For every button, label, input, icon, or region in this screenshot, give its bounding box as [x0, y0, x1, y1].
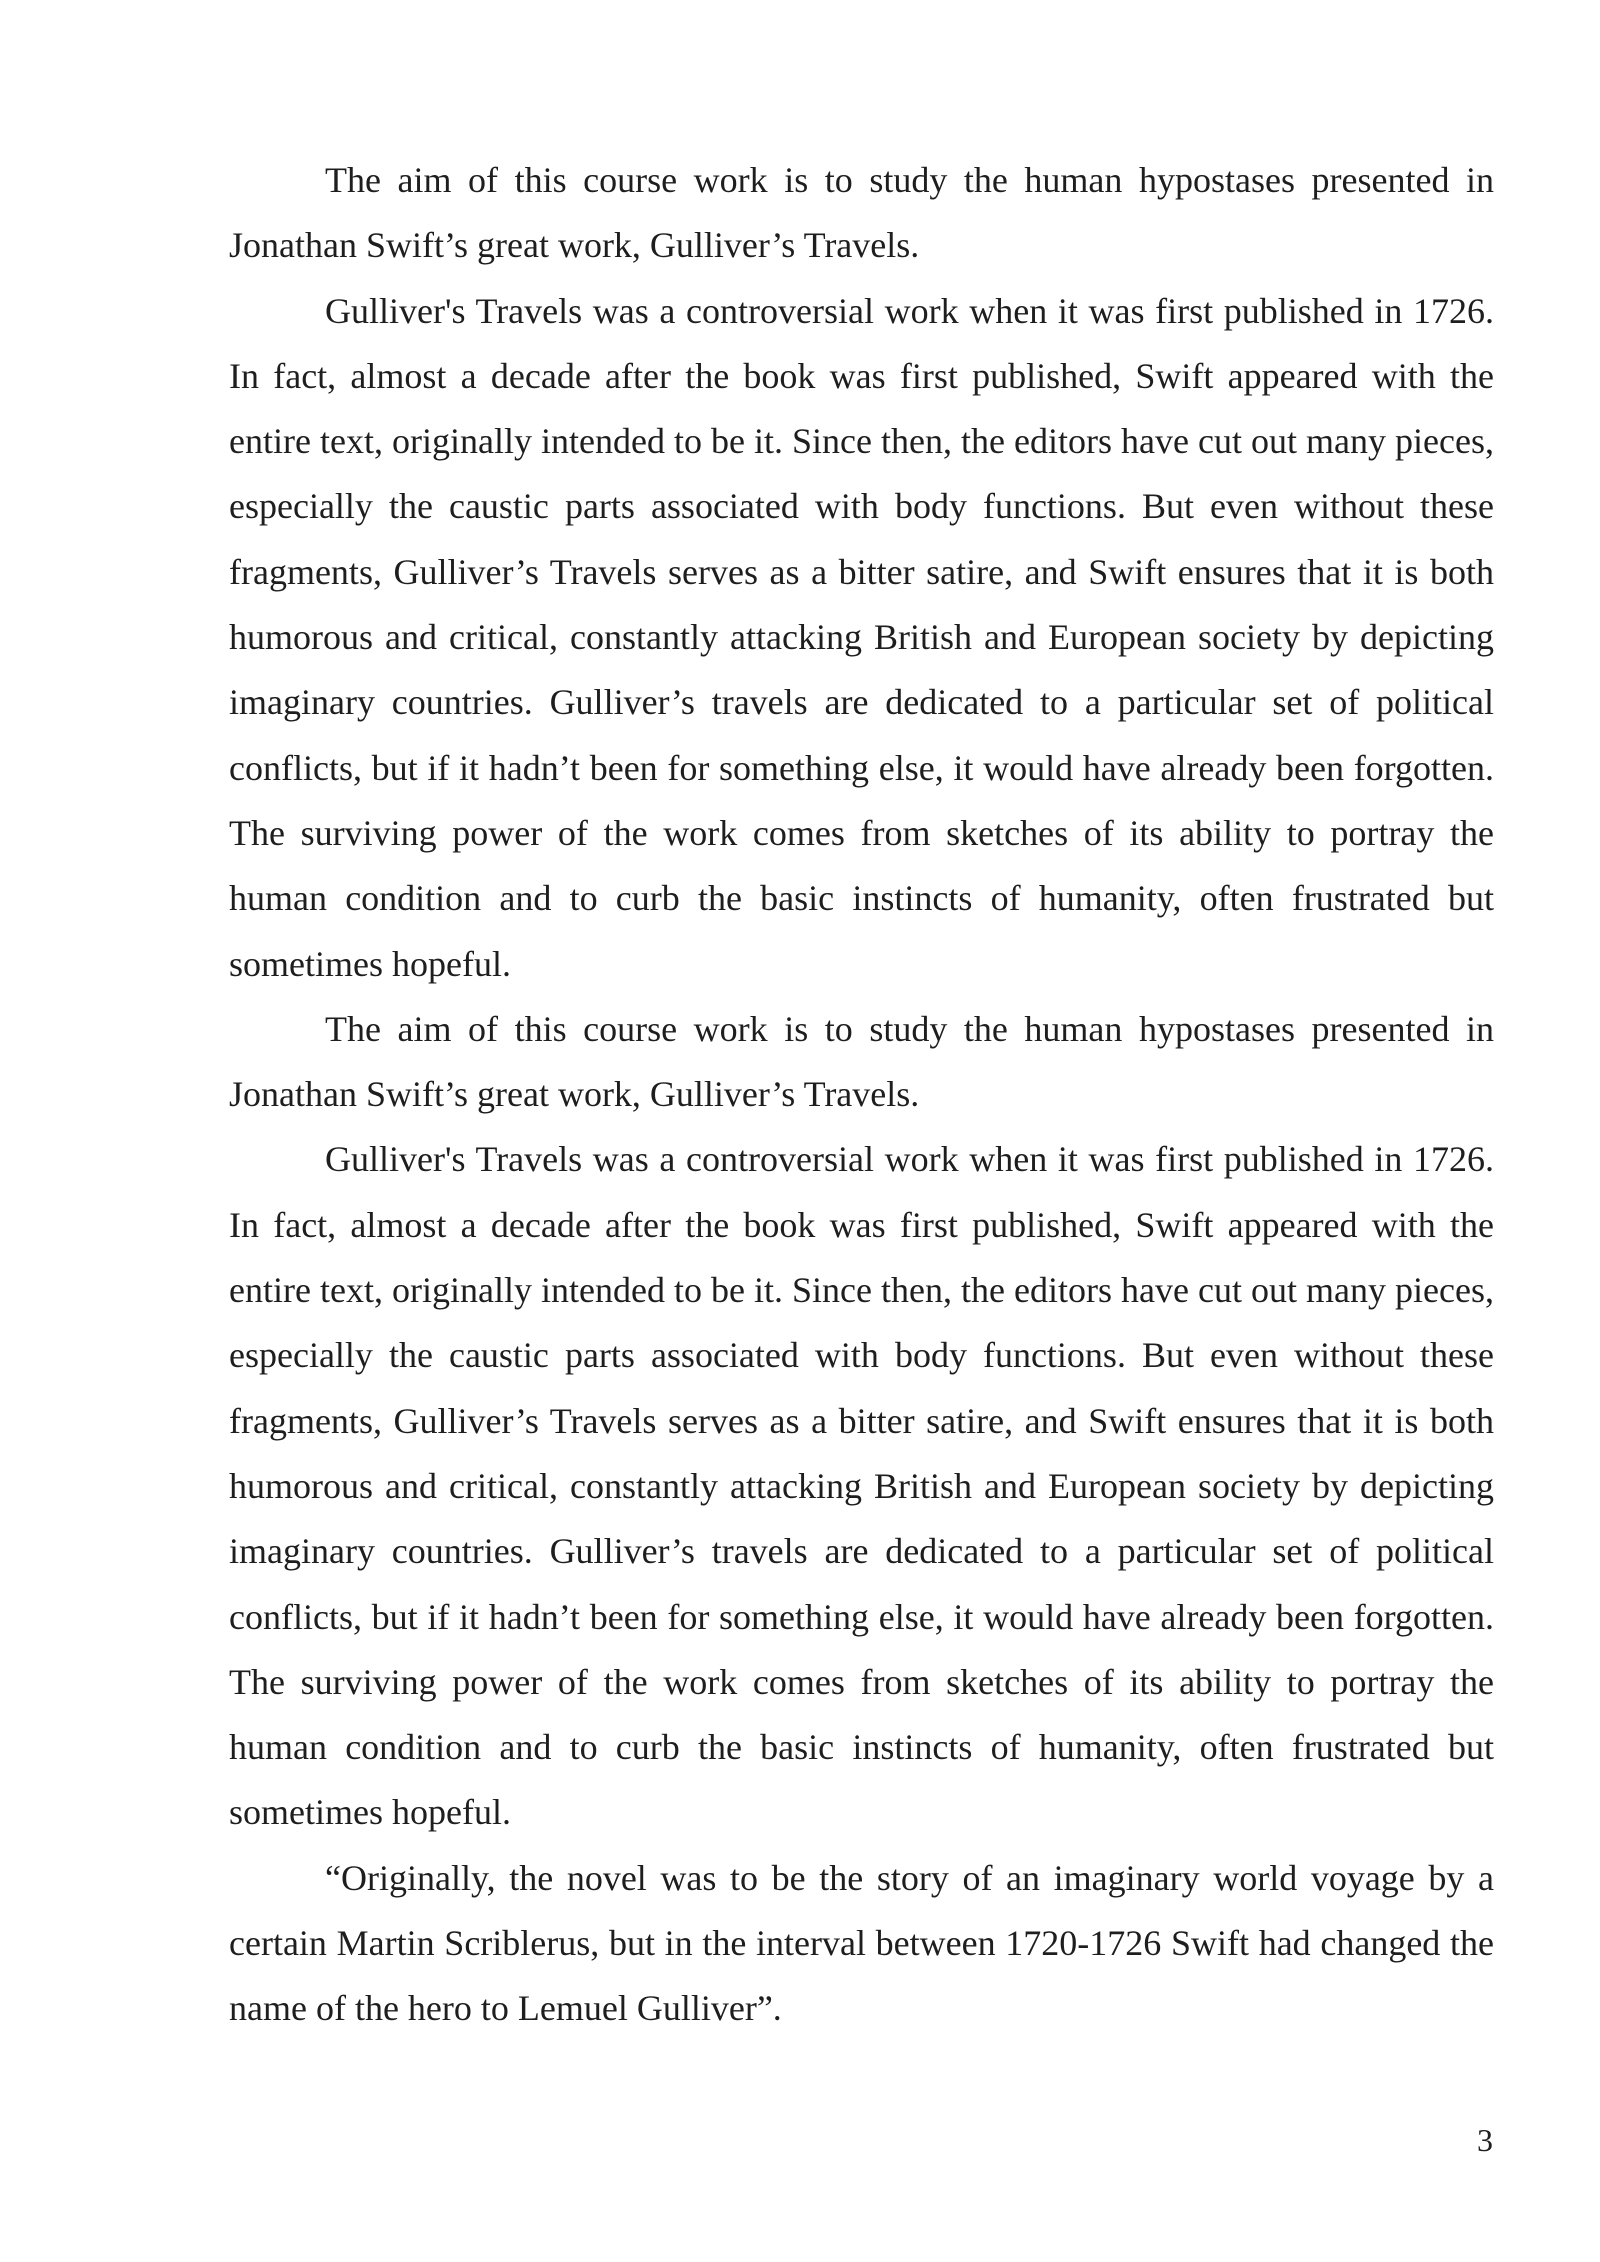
body-text — [229, 148, 1494, 2042]
paragraph-controversy-repeat: Gulliver's Travels was a controversial work when it was first published in 1726. In fact, almost a decade after the book was first published, Swift appeared with the entire text, originally intended to be it. Since then, the editors have cut out many pieces, especially the caustic parts associated with body functions. But even without these fragments, Gulliver’s Travels serves as a bitter satire, and Swift ensures that it is both humorous and critical, constantly attacking British and European society by depicting imaginary countries. Gulliver’s travels are dedicated to a particular set of political conflicts, but if it hadn’t been for something else, it would have already been forgotten. The surviving power of the work comes from sketches of its ability to portray the human condition and to curb the basic instincts of humanity, often frustrated but sometimes hopeful. — [229, 1139, 1494, 1833]
paragraph-aim-repeat: The aim of this course work is to study the human hypostases presented in Jonathan Swift’s great work, Gulliver’s Travels. — [229, 1008, 1494, 1115]
page-number: 3 — [1477, 2122, 1493, 2158]
paragraph-quote: “Originally, the novel was to be the story of an imaginary world voyage by a certain Martin Scriblerus, but in the interval between 1720-1726 Swift had changed the name of the hero to Lemuel Gulliver”. — [229, 1857, 1494, 2029]
paragraph-controversy: Gulliver's Travels was a controversial work when it was first published in 1726. In fact, almost a decade after the book was first published, Swift appeared with the entire text, originally intended to be it. Since then, the editors have cut out many pieces, especially the caustic parts associated with body functions. But even without these fragments, Gulliver’s Travels serves as a bitter satire, and Swift ensures that it is both humorous and critical, constantly attacking British and European society by depicting imaginary countries. Gulliver’s travels are dedicated to a particular set of political conflicts, but if it hadn’t been for something else, it would have already been forgotten. The surviving power of the work comes from sketches of its ability to portray the human condition and to curb the basic instincts of humanity, often frustrated but sometimes hopeful. — [229, 290, 1494, 984]
paragraph-aim: The aim of this course work is to study the human hypostases presented in Jonathan Swift’s great work, Gulliver’s Travels. — [229, 160, 1494, 266]
